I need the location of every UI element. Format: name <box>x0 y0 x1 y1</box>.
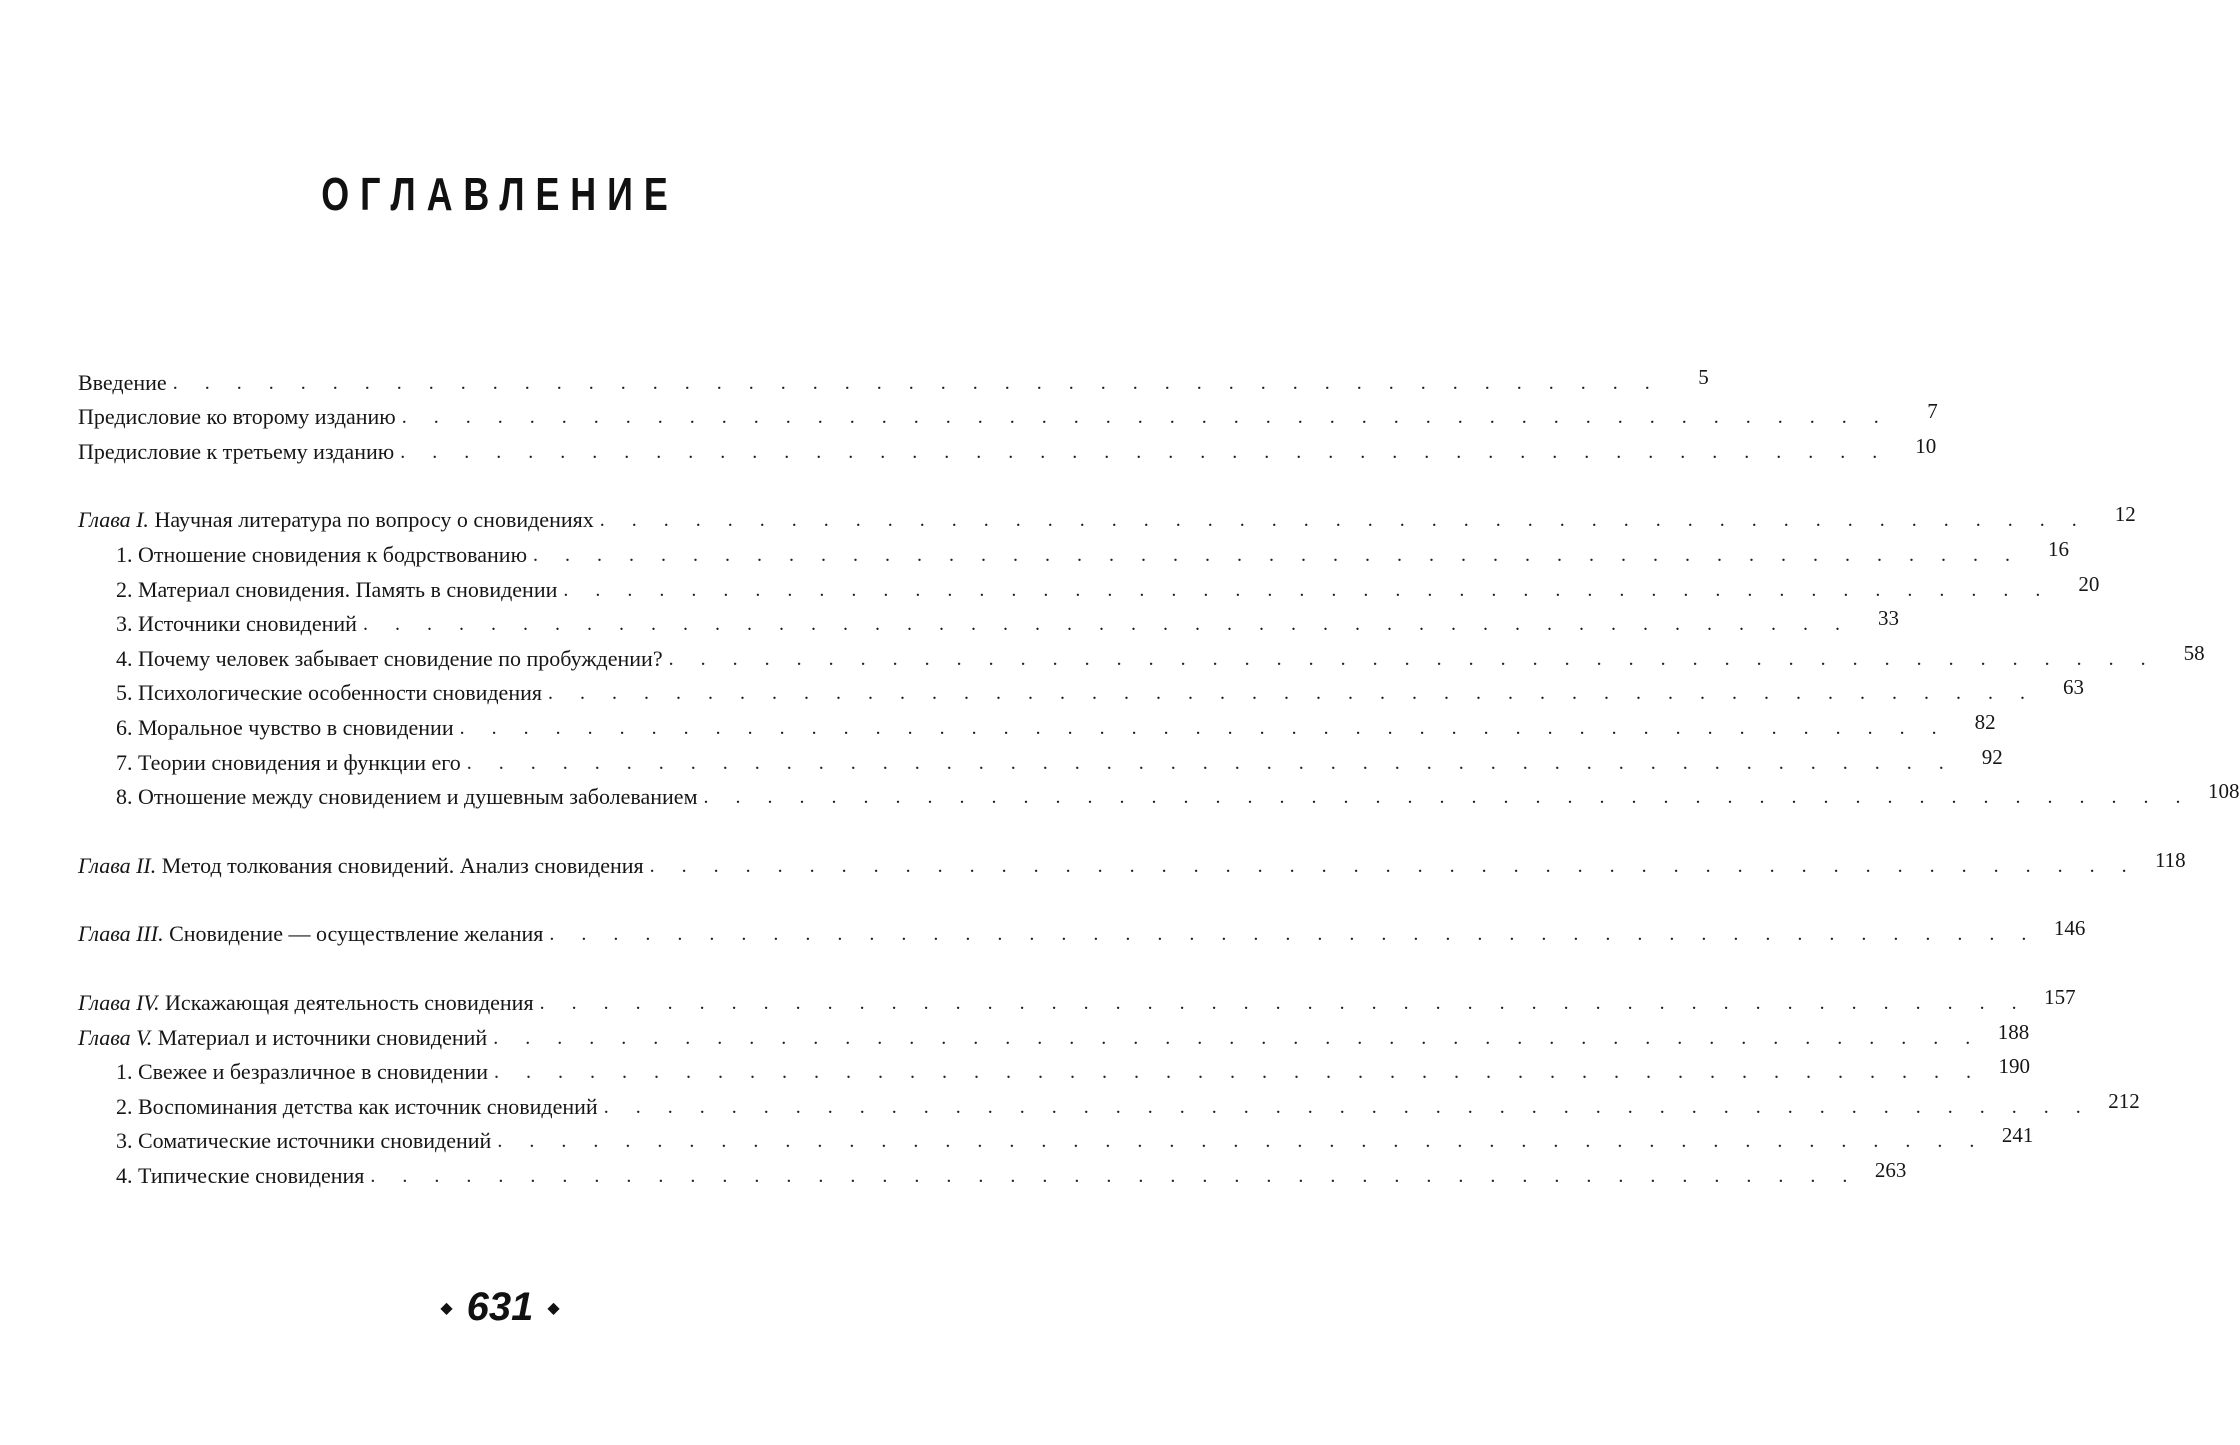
page-number: 631 <box>466 1285 534 1329</box>
page-folio <box>0 1282 1000 1334</box>
chapter-prefix: Глава IV. <box>78 989 160 1015</box>
toc-entry-title <box>78 506 594 534</box>
chapter-prefix: Глава III. <box>78 921 164 947</box>
toc-entry <box>78 534 2070 569</box>
toc-entry-label: Искажающая деятельность сновидения <box>165 989 534 1015</box>
toc-entry-label: 2. Воспоминания детства как источник сновидений <box>116 1093 598 1119</box>
dot-leader: . . . . . . . . . . . . . . . . . . . . . . . . . . . . . . . . . . . . . . . . . . . . . . . <box>362 613 1851 636</box>
toc-entry-title <box>78 369 167 397</box>
toc-page-number: 188 <box>1997 1019 2030 1044</box>
toc-page-number: 7 <box>1927 399 1938 424</box>
toc-page-number: 190 <box>1998 1054 2030 1079</box>
toc-entry <box>78 638 2205 673</box>
toc-entry-title <box>116 541 527 569</box>
toc-entry <box>78 1052 2030 1087</box>
toc-entry <box>78 777 2240 812</box>
toc-entry-title <box>116 610 357 638</box>
dot-leader: . . . . . . . . . . . . . . . . . . . . . . . . . . . . . . . . . . . . . . . . . . . . . . . <box>563 578 2052 601</box>
toc-page-number: 118 <box>2154 847 2186 872</box>
toc-entry-label: 3. Источники сновидений <box>116 611 357 637</box>
dot-leader: . . . . . . . . . . . . . . . . . . . . . . . . . . . . . . . . . . . . . . . . . . . . . . . <box>548 682 2036 705</box>
toc-page-number: 20 <box>2078 571 2100 596</box>
toc-entry-label: Метод толкования сновидений. Анализ сновидения <box>161 852 644 878</box>
toc-entry <box>78 362 1709 397</box>
dot-leader: . . . . . . . . . . . . . . . . . . . . . . . . . . . . . . . . . . . . . . . . . . . . . . . <box>539 991 2028 1014</box>
toc-page-number: 82 <box>1974 709 1996 734</box>
toc-page-number: 63 <box>2063 675 2084 700</box>
toc-entry-title <box>78 1024 487 1052</box>
toc-entry <box>78 914 2086 949</box>
dot-leader: . . . . . . . . . . . . . . . . . . . . . . . . . . . . . . . . . . . . . . . . . . . . . . . <box>493 1026 1982 1049</box>
toc-entry-title <box>116 714 454 742</box>
dot-leader: . . . . . . . . . . . . . . . . . . . . . . . . . . . . . . . . . . . . . . . . . . . . . . . <box>493 1061 1982 1084</box>
dot-leader: . . . . . . . . . . . . . . . . . . . . . . . . . . . . . . . . . . . . . . . . . . . . . . . <box>603 1095 2092 1118</box>
toc-entry-title <box>78 989 534 1017</box>
toc-entry-title <box>116 783 698 811</box>
toc-page-number: 241 <box>2001 1123 2034 1148</box>
toc-page-number: 16 <box>2048 536 2070 561</box>
toc-entry <box>78 982 2076 1017</box>
toc-page-number: 263 <box>1874 1157 1907 1182</box>
toc-entry <box>78 673 2084 708</box>
toc-entry-label: Введение <box>78 369 167 395</box>
toc-entry-label: 6. Моральное чувство в сновидении <box>116 714 454 740</box>
toc-entry-title <box>116 576 557 604</box>
toc-entry-title <box>116 1093 598 1121</box>
toc-entry-title <box>78 403 396 431</box>
toc-entry-label: 2. Материал сновидения. Память в сновидении <box>116 576 558 602</box>
toc-page-number: 146 <box>2053 916 2086 941</box>
dot-leader: . . . . . . . . . . . . . . . . . . . . . . . . . . . . . . . . . . . . . . . . . . . . . . . <box>668 647 2157 670</box>
dot-leader: . . . . . . . . . . . . . . . . . . . . . . . . . . . . . . . . . . . . . . . . . . . . . . . <box>497 1130 1986 1153</box>
toc-page-number: 10 <box>1915 433 1937 458</box>
toc-entry-label: 8. Отношение между сновидением и душевным заболеванием <box>116 784 698 810</box>
toc-entry <box>78 604 1899 639</box>
toc-entry-label: Предисловие ко второму изданию <box>78 404 396 430</box>
toc-entry <box>78 845 2186 880</box>
chapter-prefix: Глава V. <box>78 1024 153 1050</box>
toc-entry-title <box>116 749 461 777</box>
toc-entry-title <box>116 1127 491 1155</box>
toc-page-number: 33 <box>1877 606 1899 631</box>
dot-leader: . . . . . . . . . . . . . . . . . . . . . . . . . . . . . . . . . . . . . . . . . . . . . . . <box>466 751 1955 774</box>
toc-entry <box>78 707 1996 742</box>
toc-page-number: 5 <box>1698 364 1709 389</box>
chapter-prefix: Глава I. <box>78 507 149 533</box>
toc-entry-label: 3. Соматические источники сновидений <box>116 1128 492 1154</box>
toc-entry <box>78 1155 1907 1190</box>
toc-page-number: 108 <box>2208 779 2240 804</box>
toc-entry <box>78 569 2100 604</box>
page-title: ОГЛАВЛЕНИЕ <box>321 168 679 220</box>
toc-entry <box>78 1086 2140 1121</box>
toc-page-number: 58 <box>2183 640 2205 665</box>
chapter-prefix: Глава II. <box>78 852 157 878</box>
dot-leader: . . . . . . . . . . . . . . . . . . . . . . . . . . . . . . . . . . . . . . . . . . . . . . . <box>703 786 2192 809</box>
toc-entry <box>78 742 2003 777</box>
table-of-contents <box>78 362 2240 1190</box>
toc-entry-label: Научная литература по вопросу о сновидениях <box>154 507 594 533</box>
toc-entry-label: Предисловие к третьему изданию <box>78 438 395 464</box>
dot-leader: . . . . . . . . . . . . . . . . . . . . . . . . . . . . . . . . . . . . . . . . . . . . . . . <box>370 1164 1859 1187</box>
toc-entry-label: 5. Психологические особенности сновидения <box>116 680 542 706</box>
toc-entry <box>78 431 1937 466</box>
toc-page-number: 157 <box>2044 984 2076 1009</box>
toc-entry-title <box>78 920 543 948</box>
toc-entry-title <box>116 1162 364 1190</box>
toc-entry-label: 1. Отношение сновидения к бодрствованию <box>116 541 528 567</box>
toc-entry-label: Материал и источники сновидений <box>157 1024 488 1050</box>
toc-page-number: 92 <box>1981 744 2003 769</box>
dot-leader: . . . . . . . . . . . . . . . . . . . . . . . . . . . . . . . . . . . . . . . . . . . . . . . <box>549 923 2038 946</box>
diamond-ornament-icon: ◆ <box>547 1300 560 1318</box>
toc-entry-label: 1. Свежее и безразличное в сновидении <box>116 1059 488 1085</box>
toc-entry-label: 7. Теории сновидения и функции его <box>116 749 461 775</box>
diamond-ornament-icon: ◆ <box>440 1300 453 1318</box>
dot-leader: . . . . . . . . . . . . . . . . . . . . . . . . . . . . . . . . . . . . . . . . . . . . . . . <box>649 854 2138 877</box>
toc-page-number: 212 <box>2108 1088 2140 1113</box>
dot-leader: . . . . . . . . . . . . . . . . . . . . . . . . . . . . . . . . . . . . . . . . . . . . . . . <box>459 716 1948 739</box>
toc-entry-title <box>78 438 394 466</box>
dot-leader: . . . . . . . . . . . . . . . . . . . . . . . . . . . . . . . . . . . . . . . . . . . . . . . <box>400 440 1889 463</box>
toc-page-number: 12 <box>2114 502 2136 527</box>
toc-entry-title <box>116 645 663 673</box>
toc-entry <box>78 397 1938 432</box>
toc-entry-label: 4. Почему человек забывает сновидение по пробуждении? <box>116 645 663 671</box>
dot-leader: . . . . . . . . . . . . . . . . . . . . . . . . . . . . . . . . . . . . . . . . . . . . . . . <box>172 371 1661 394</box>
dot-leader: . . . . . . . . . . . . . . . . . . . . . . . . . . . . . . . . . . . . . . . . . . . . . . . <box>401 406 1890 429</box>
toc-entry <box>78 500 2136 535</box>
dot-leader: . . . . . . . . . . . . . . . . . . . . . . . . . . . . . . . . . . . . . . . . . . . . . . . <box>533 543 2022 566</box>
toc-entry <box>78 1121 2034 1156</box>
dot-leader: . . . . . . . . . . . . . . . . . . . . . . . . . . . . . . . . . . . . . . . . . . . . . . . <box>599 509 2088 532</box>
toc-entry-title <box>116 679 542 707</box>
toc-entry <box>78 1017 2030 1052</box>
toc-entry-label: 4. Типические сновидения <box>116 1162 365 1188</box>
toc-entry-title <box>78 852 644 880</box>
toc-entry-title <box>116 1058 488 1086</box>
toc-entry-label: Сновидение — осуществление желания <box>169 921 544 947</box>
